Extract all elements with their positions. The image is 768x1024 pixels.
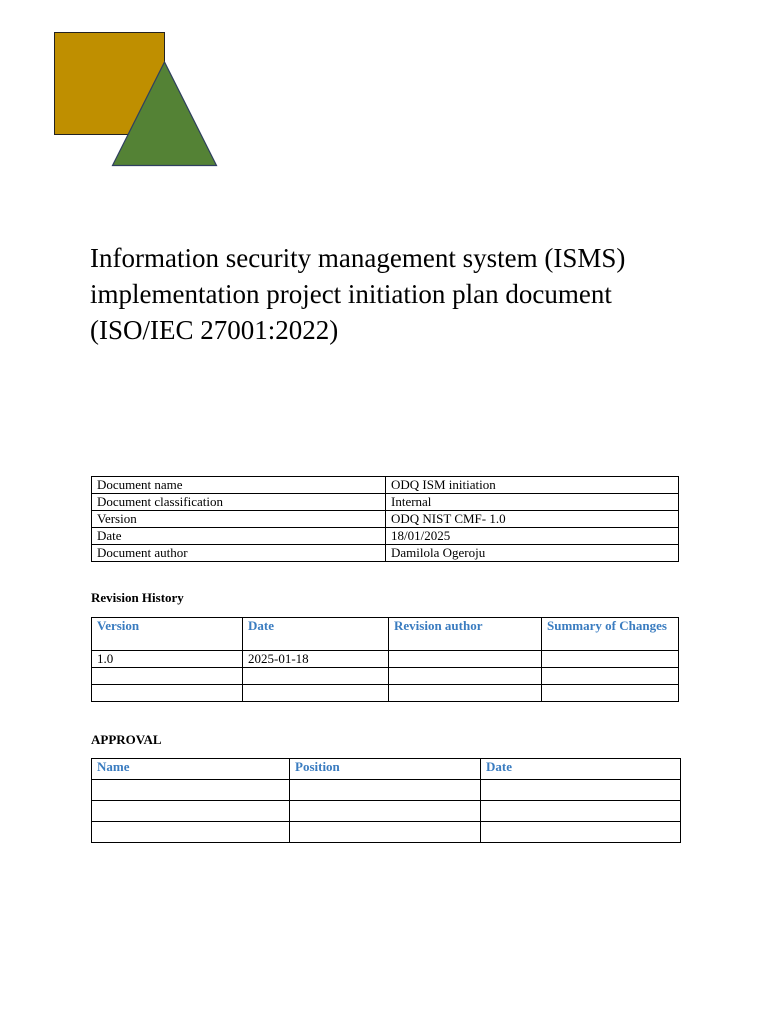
document-title-line-2: implementation project initiation plan document bbox=[90, 279, 612, 309]
document-title bbox=[90, 240, 690, 348]
document-classification-value: Internal bbox=[386, 494, 679, 511]
table-cell bbox=[92, 822, 290, 843]
table-cell bbox=[290, 822, 481, 843]
table-cell: 2025-01-18 bbox=[243, 651, 389, 668]
document-classification-label: Document classification bbox=[92, 494, 386, 511]
date-value: 18/01/2025 bbox=[386, 528, 679, 545]
table-cell bbox=[389, 668, 542, 685]
table-cell bbox=[481, 822, 681, 843]
date-label: Date bbox=[92, 528, 386, 545]
column-header-summary-of-changes: Summary of Changes bbox=[542, 618, 679, 651]
table-cell bbox=[542, 685, 679, 702]
table-cell bbox=[243, 685, 389, 702]
table-cell bbox=[389, 685, 542, 702]
table-header-row bbox=[92, 618, 679, 651]
document-logo bbox=[0, 0, 230, 175]
column-header-version: Version bbox=[92, 618, 243, 651]
table-row bbox=[92, 780, 681, 801]
table-cell bbox=[92, 668, 243, 685]
table-cell bbox=[92, 801, 290, 822]
table-row bbox=[92, 477, 679, 494]
table-cell bbox=[389, 651, 542, 668]
version-value: ODQ NIST CMF- 1.0 bbox=[386, 511, 679, 528]
version-label: Version bbox=[92, 511, 386, 528]
column-header-name: Name bbox=[92, 759, 290, 780]
document-info-table bbox=[91, 476, 679, 562]
table-row bbox=[92, 651, 679, 668]
column-header-revision-author: Revision author bbox=[389, 618, 542, 651]
table-row bbox=[92, 822, 681, 843]
document-name-value: ODQ ISM initiation bbox=[386, 477, 679, 494]
table-cell bbox=[92, 780, 290, 801]
document-title-line-1: Information security management system (ISMS) bbox=[90, 243, 626, 273]
table-cell: 1.0 bbox=[92, 651, 243, 668]
table-header-row bbox=[92, 759, 681, 780]
table-cell bbox=[481, 780, 681, 801]
table-cell bbox=[92, 685, 243, 702]
table-cell bbox=[481, 801, 681, 822]
column-header-date: Date bbox=[481, 759, 681, 780]
table-cell bbox=[243, 668, 389, 685]
document-name-label: Document name bbox=[92, 477, 386, 494]
table-row bbox=[92, 494, 679, 511]
table-row bbox=[92, 685, 679, 702]
table-row bbox=[92, 545, 679, 562]
document-author-value: Damilola Ogeroju bbox=[386, 545, 679, 562]
table-cell bbox=[542, 668, 679, 685]
table-cell bbox=[542, 651, 679, 668]
approval-heading: APPROVAL bbox=[91, 732, 162, 747]
table-row bbox=[92, 511, 679, 528]
table-row bbox=[92, 668, 679, 685]
document-author-label: Document author bbox=[92, 545, 386, 562]
column-header-date: Date bbox=[243, 618, 389, 651]
document-title-line-3: (ISO/IEC 27001:2022) bbox=[90, 315, 339, 345]
table-cell bbox=[290, 780, 481, 801]
approval-table bbox=[91, 758, 681, 843]
table-row bbox=[92, 801, 681, 822]
revision-history-heading: Revision History bbox=[91, 590, 184, 605]
table-row bbox=[92, 528, 679, 545]
revision-history-table bbox=[91, 617, 679, 702]
column-header-position: Position bbox=[290, 759, 481, 780]
table-cell bbox=[290, 801, 481, 822]
